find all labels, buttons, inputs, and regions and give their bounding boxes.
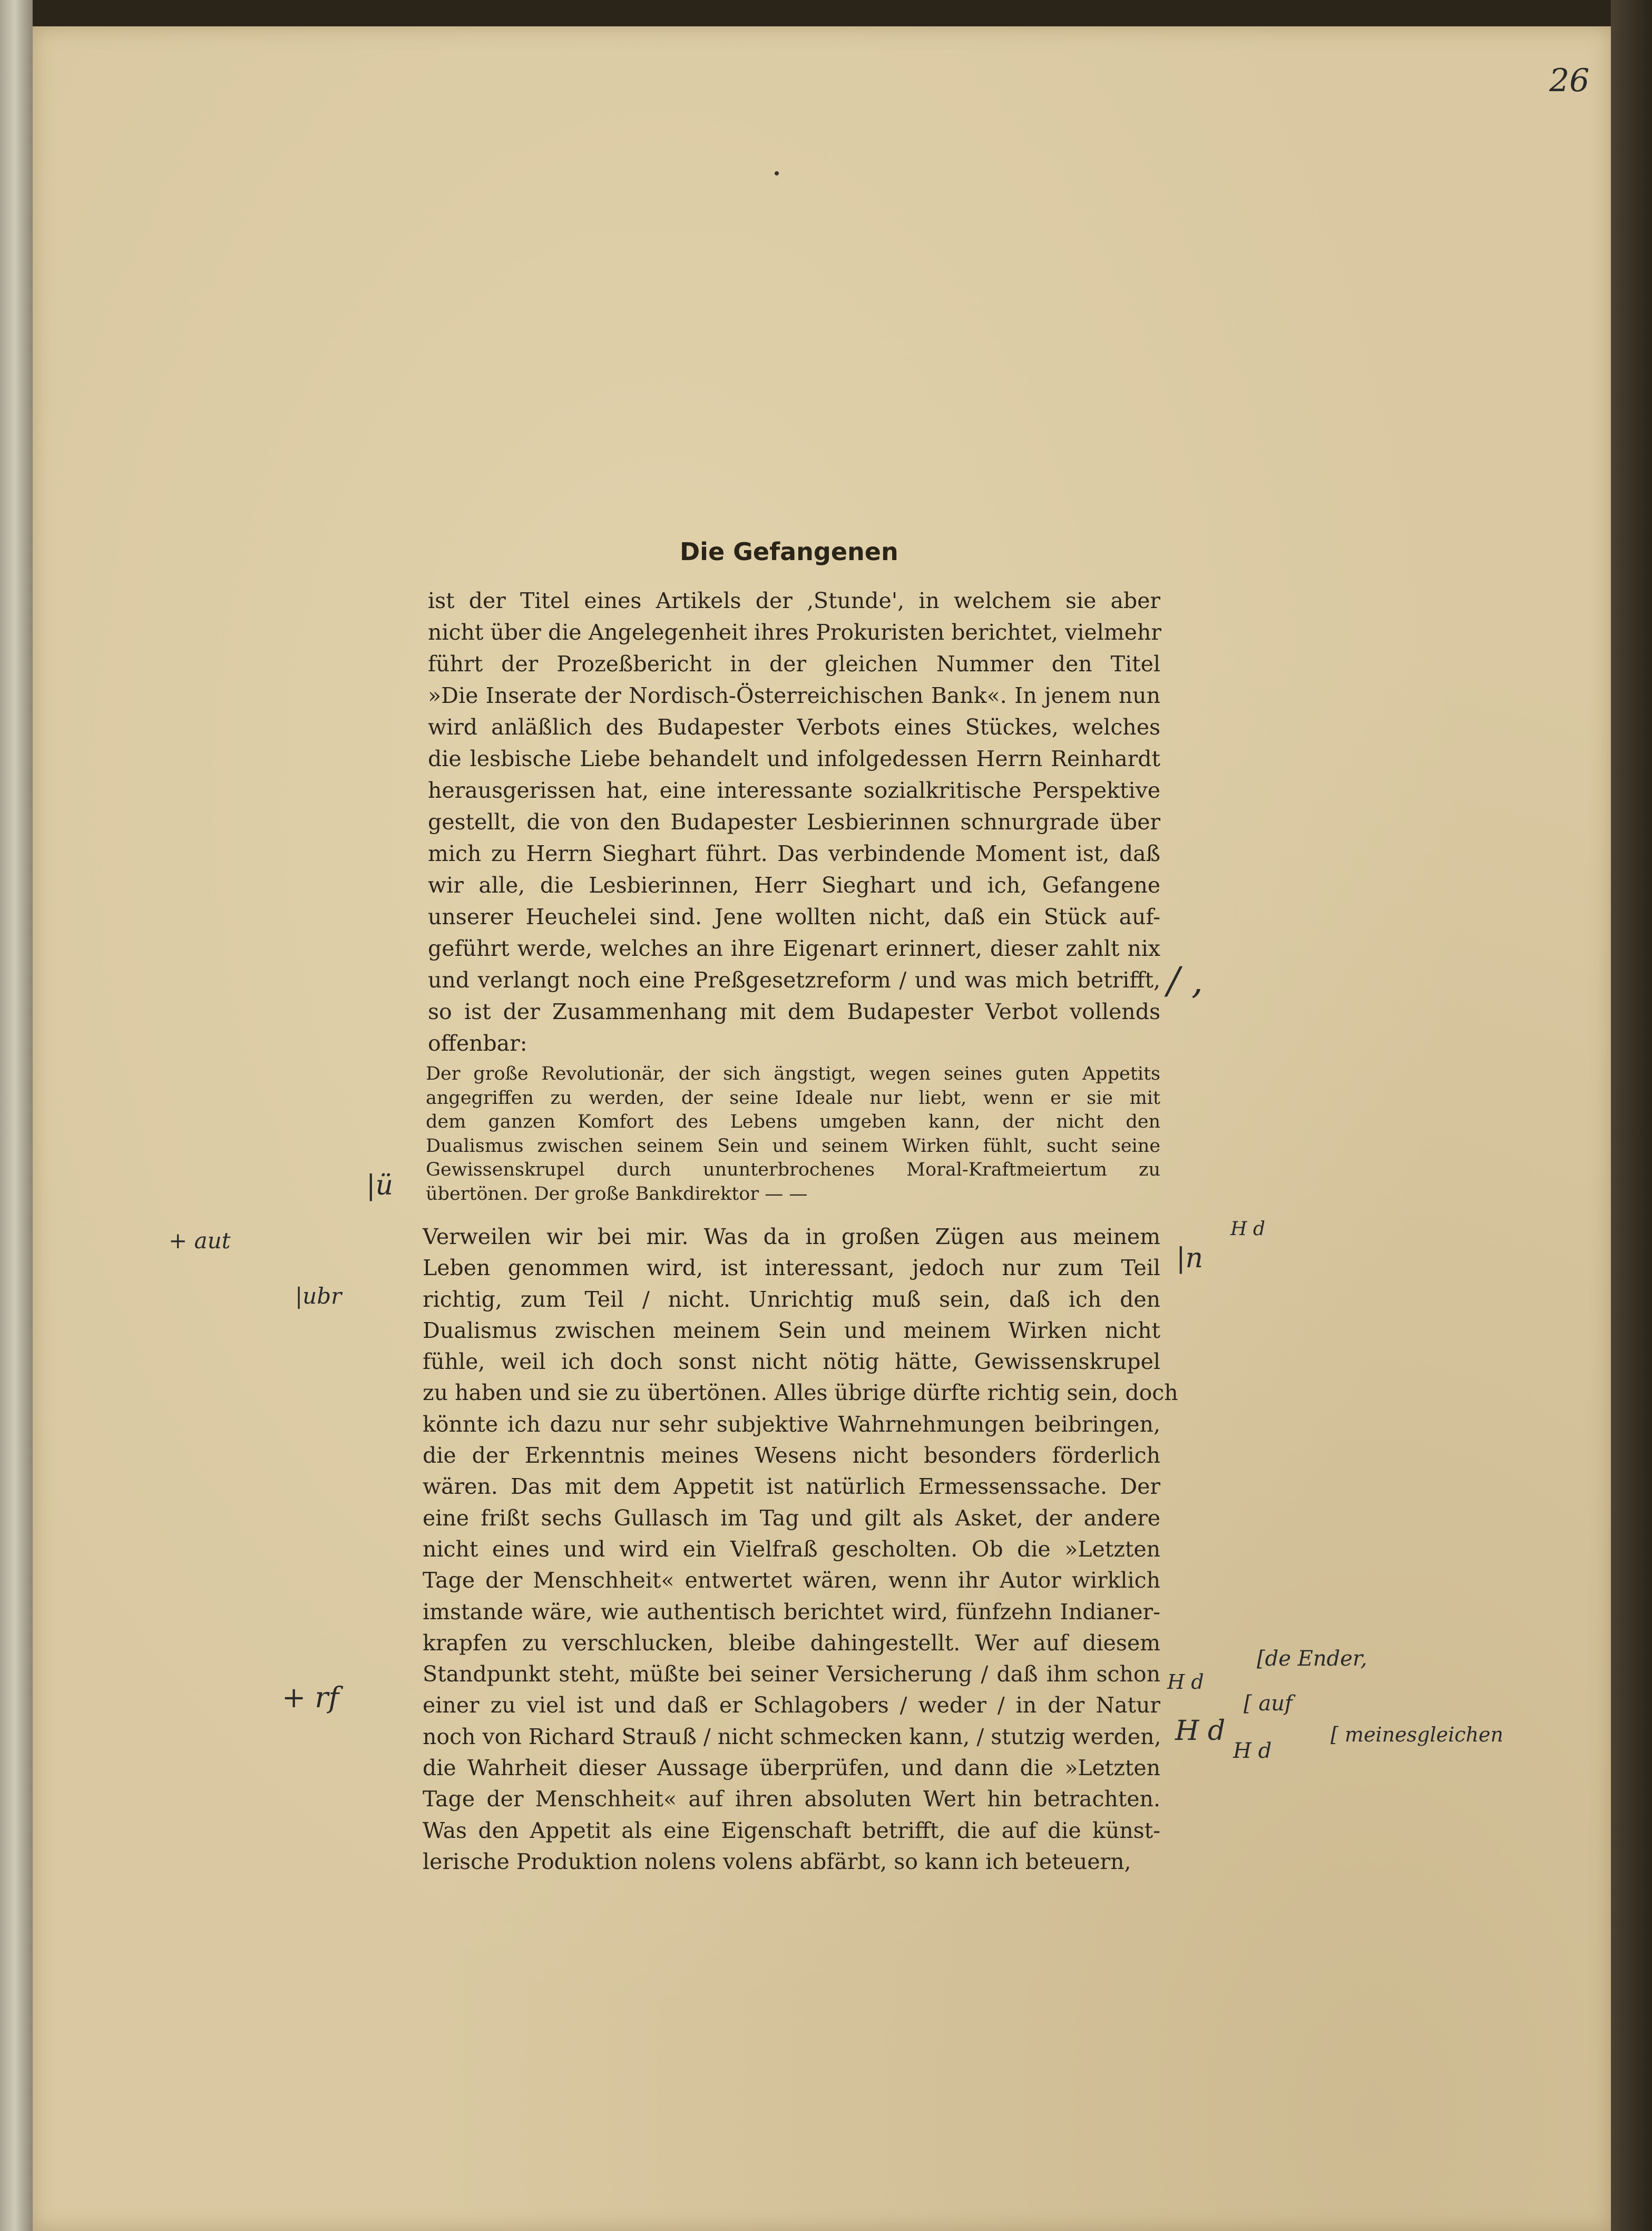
- text-line: Dualismus zwischen meinem Sein und meinem Wirken nicht: [423, 1317, 1160, 1343]
- text-line: unserer Heuchelei sind. Jene wollten nicht, daß ein Stück auf-: [428, 904, 1160, 929]
- paragraph-intro: [428, 585, 1160, 1059]
- text-line: eine frißt sechs Gullasch im Tag und gilt als Asket, der andere: [423, 1505, 1160, 1531]
- text-line: so ist der Zusammenhang mit dem Budapester Verbot vollends: [428, 999, 1160, 1024]
- quote-line: dem ganzen Komfort des Lebens umgeben kann, der nicht den: [426, 1111, 1160, 1132]
- text-line: könnte ich dazu nur sehr subjektive Wahrnehmungen beibringen,: [423, 1411, 1160, 1437]
- quote-line: Dualismus zwischen seinem Sein und seinem Wirken fühlt, sucht seine: [426, 1135, 1160, 1157]
- text-line: noch von Richard Strauß / nicht schmecken kann, / stutzig werden,: [423, 1724, 1161, 1749]
- margin-note: [de Ender,: [1257, 1647, 1367, 1671]
- quoted-paragraph: [426, 1062, 1160, 1206]
- text-line: zu haben und sie zu übertönen. Alles übrige dürfte richtig sein, doch: [423, 1380, 1178, 1406]
- quote-line: übertönen. Der große Bankdirektor — —: [426, 1183, 808, 1205]
- text-line: Tage der Menschheit« auf ihren absoluten Wert hin betrachten.: [423, 1786, 1160, 1812]
- quote-line: Der große Revolutionär, der sich ängstigt, wegen seines guten Appetits: [426, 1063, 1160, 1084]
- text-line: nicht über die Angelegenheit ihres Prokuristen berichtet, vielmehr: [428, 620, 1161, 645]
- margin-note: H d: [1230, 1218, 1265, 1240]
- text-line: nicht eines und wird ein Vielfraß gescholten. Ob die »Letzten: [423, 1536, 1160, 1562]
- margin-note: H d: [1233, 1739, 1272, 1763]
- text-line: die der Erkenntnis meines Wesens nicht besonders förderlich: [423, 1443, 1160, 1469]
- text-line: richtig, zum Teil / nicht. Unrichtig muß sein, daß ich den: [423, 1286, 1160, 1312]
- margin-note: H d: [1167, 1670, 1204, 1694]
- text-line: und verlangt noch eine Preßgesetzreform / und was mich betrifft,: [428, 967, 1160, 993]
- text-line: geführt werde, welches an ihre Eigenart erinnert, dieser zahlt nix: [428, 936, 1160, 961]
- text-line: die lesbische Liebe behandelt und infolgedessen Herrn Reinhardt: [428, 746, 1160, 771]
- margin-note: + rf: [282, 1681, 339, 1714]
- text-line: Was den Appetit als eine Eigenschaft betrifft, die auf die künst-: [423, 1817, 1160, 1843]
- text-line: offenbar:: [428, 1031, 527, 1056]
- page-number: 26: [1549, 62, 1590, 99]
- margin-note: |n: [1176, 1242, 1204, 1274]
- text-line: einer zu viel ist und daß er Schlagobers / weder / in der Natur: [423, 1692, 1160, 1718]
- margin-note: |ü: [366, 1170, 394, 1201]
- quote-line: angegriffen zu werden, der seine Ideale nur liebt, wenn er sie mit: [426, 1087, 1160, 1109]
- text-line: »Die Inserate der Nordisch-Österreichischen Bank«. In jenem nun: [428, 683, 1160, 708]
- text-line: mich zu Herrn Sieghart führt. Das verbindende Moment ist, daß: [428, 841, 1160, 866]
- text-line: fühle, weil ich doch sonst nicht nötig hätte, Gewissenskrupel: [423, 1349, 1160, 1375]
- page-edge-shadow: [1611, 0, 1652, 2231]
- page-title: Die Gefangenen: [680, 537, 898, 566]
- ink-speck: [775, 171, 779, 175]
- text-line: Standpunkt steht, müßte bei seiner Versicherung / daß ihm schon: [423, 1661, 1160, 1687]
- text-line: Tage der Menschheit« entwertet wären, wenn ihr Autor wirklich: [423, 1568, 1160, 1593]
- text-line: lerische Produktion nolens volens abfärbt, so kann ich beteuern,: [423, 1848, 1131, 1874]
- text-line: wären. Das mit dem Appetit ist natürlich Ermessenssache. Der: [423, 1474, 1160, 1500]
- margin-note: + aut: [169, 1228, 231, 1254]
- text-line: Leben genommen wird, ist interessant, jedoch nur zum Teil: [423, 1255, 1160, 1281]
- quote-line: Gewissenskrupel durch ununterbrochenes Moral-Kraftmeiertum zu: [426, 1159, 1160, 1180]
- paragraph-main: [423, 1221, 1178, 1877]
- text-line: wir alle, die Lesbierinnen, Herr Sieghart und ich, Gefangene: [428, 873, 1160, 898]
- text-line: ist der Titel eines Artikels der ‚Stunde', in welchem sie aber: [428, 588, 1160, 613]
- text-line: imstande wäre, wie authentisch berichtet wird, fünfzehn Indianer-: [423, 1599, 1160, 1625]
- text-line: die Wahrheit dieser Aussage überprüfen, und dann die »Letzten: [423, 1755, 1160, 1781]
- margin-note: |ubr: [295, 1283, 342, 1309]
- text-line: führt der Prozeßbericht in der gleichen Nummer den Titel: [428, 651, 1160, 677]
- book-spine: [0, 0, 33, 2231]
- text-line: herausgerissen hat, eine interessante sozialkritische Perspektive: [428, 778, 1160, 803]
- text-line: gestellt, die von den Budapester Lesbierinnen schnurgrade über: [428, 809, 1160, 835]
- margin-note: H d: [1175, 1715, 1226, 1747]
- margin-note: [ auf: [1244, 1691, 1293, 1716]
- text-line: krapfen zu verschlucken, bleibe dahingestellt. Wer auf diesem: [423, 1630, 1160, 1656]
- text-line: Verweilen wir bei mir. Was da in großen Zügen aus meinem: [423, 1224, 1160, 1249]
- margin-note: / ,: [1167, 959, 1204, 1002]
- text-line: wird anläßlich des Budapester Verbots eines Stückes, welches: [428, 715, 1160, 740]
- margin-note: [ meinesgleichen: [1331, 1723, 1503, 1746]
